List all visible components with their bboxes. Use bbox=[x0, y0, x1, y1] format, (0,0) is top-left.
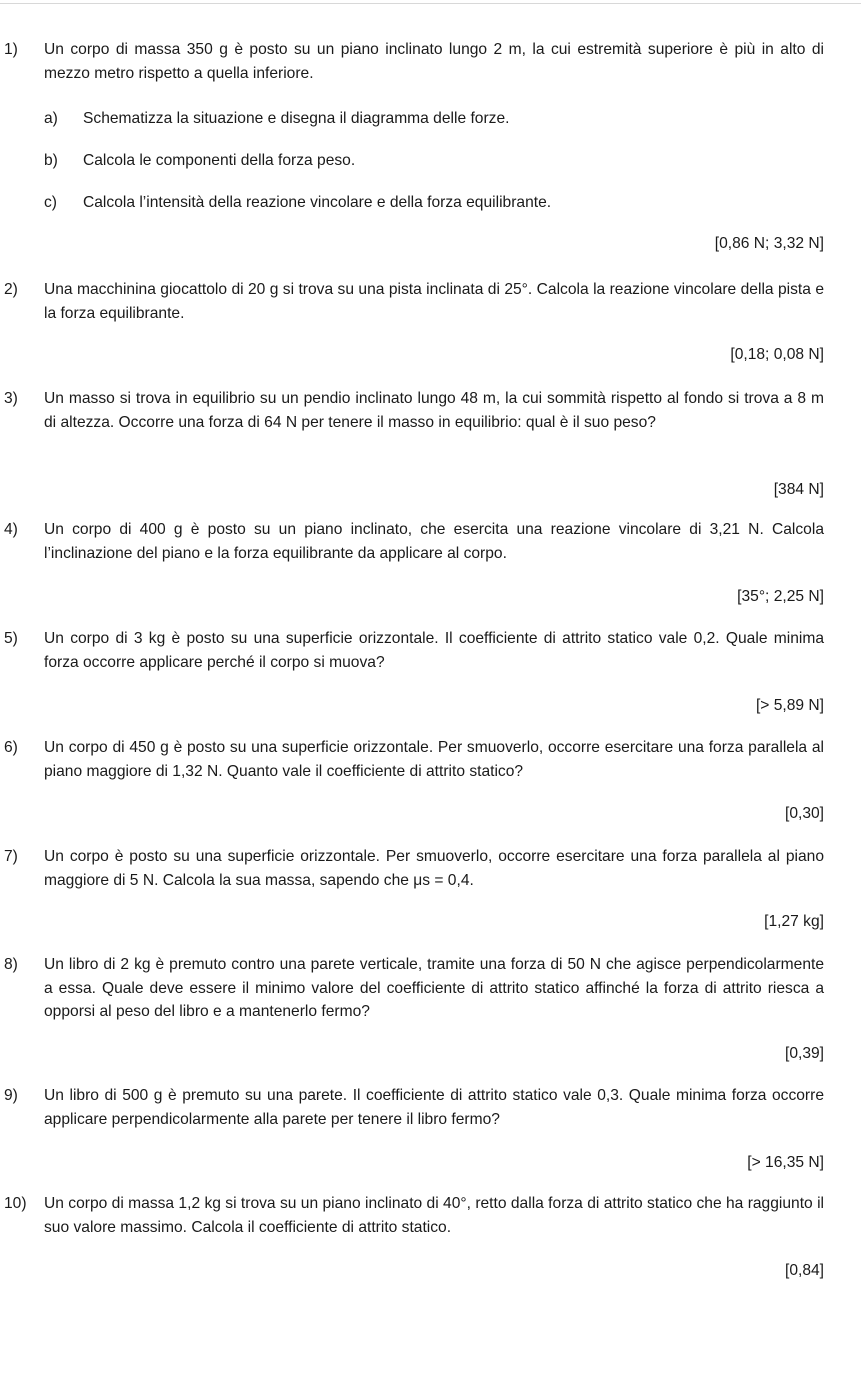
question-text: Un masso si trova in equilibrio su un pendio inclinato lungo 48 m, la cui sommità rispetto al fondo si trova a 8 m di altezza. Occorre una forza di 64 N per tenere il masso in equilibrio: qual è il suo peso? bbox=[44, 390, 824, 431]
answer-2: [0,18; 0,08 N] bbox=[730, 346, 824, 363]
question-text: Un corpo di 3 kg è posto su una superficie orizzontale. Il coefficiente di attrito statico vale 0,2. Quale minima forza occorre applicare perché il corpo si muova? bbox=[44, 630, 824, 671]
question-text: Un libro di 2 kg è premuto contro una parete verticale, tramite una forza di 50 N che agisce perpendicolarmente a essa. Quale deve essere il minimo valore del coefficiente di attrito statico affinché la forza di attrito riesca a opporsi al peso del libro e a mantenerlo fermo? bbox=[44, 956, 824, 1020]
subitem-label: b) bbox=[44, 152, 58, 169]
subitem-text: Calcola le componenti della forza peso. bbox=[83, 152, 356, 169]
question-number: 8) bbox=[4, 956, 18, 973]
question-text: Un corpo di massa 1,2 kg si trova su un piano inclinato di 40°, retto dalla forza di attrito statico che ha raggiunto il suo valore massimo. Calcola il coefficiente di attrito statico. bbox=[44, 1195, 824, 1236]
question-number: 3) bbox=[4, 390, 18, 407]
answer-1: [0,86 N; 3,32 N] bbox=[714, 235, 824, 252]
question-text: Un corpo di 400 g è posto su un piano inclinato, che esercita una reazione vincolare di 3,21 N. Calcola l’inclinazione del piano e la forza equilibrante da applicare al corpo. bbox=[44, 521, 824, 562]
answer-6: [0,30] bbox=[784, 805, 824, 822]
subitem-text: Schematizza la situazione e disegna il diagramma delle forze. bbox=[83, 110, 510, 127]
answer-10: [0,84] bbox=[784, 1262, 824, 1279]
question-number: 1) bbox=[4, 41, 18, 58]
question-text: Un corpo di 450 g è posto su una superficie orizzontale. Per smuoverlo, occorre esercitare una forza parallela al piano maggiore di 1,32 N. Quanto vale il coefficiente di attrito statico? bbox=[44, 739, 824, 780]
question-number: 9) bbox=[4, 1087, 18, 1104]
question-number: 2) bbox=[4, 281, 18, 298]
question-text: Un corpo di massa 350 g è posto su un piano inclinato lungo 2 m, la cui estremità superiore è più in alto di mezzo metro rispetto a quella inferiore. bbox=[44, 41, 824, 82]
question-text: Un corpo è posto su una superficie orizzontale. Per smuoverlo, occorre esercitare una forza parallela al piano maggiore di 5 N. Calcola la sua massa, sapendo che μs = 0,4. bbox=[44, 848, 824, 889]
question-number: 7) bbox=[4, 848, 18, 865]
question-number: 6) bbox=[4, 739, 18, 756]
answer-9: [> 16,35 N] bbox=[747, 1154, 824, 1171]
question-number: 5) bbox=[4, 630, 18, 647]
answer-5: [> 5,89 N] bbox=[755, 697, 824, 714]
answer-8: [0,39] bbox=[784, 1045, 824, 1062]
subitem-label: c) bbox=[44, 194, 57, 211]
question-text: Una macchinina giocattolo di 20 g si trova su una pista inclinata di 25°. Calcola la reazione vincolare della pista e la forza equilibrante. bbox=[44, 281, 824, 322]
answer-7: [1,27 kg] bbox=[764, 913, 824, 930]
question-text: Un libro di 500 g è premuto su una parete. Il coefficiente di attrito statico vale 0,3. Quale minima forza occorre applicare perpendicolarmente alla parete per tenere il libro fermo? bbox=[44, 1087, 824, 1128]
answer-4: [35°; 2,25 N] bbox=[737, 588, 824, 605]
question-number: 4) bbox=[4, 521, 18, 538]
answer-3: [384 N] bbox=[773, 481, 824, 498]
question-number: 10) bbox=[4, 1195, 27, 1212]
subitem-text: Calcola l’intensità della reazione vincolare e della forza equilibrante. bbox=[83, 194, 552, 211]
subitem-label: a) bbox=[44, 110, 58, 127]
